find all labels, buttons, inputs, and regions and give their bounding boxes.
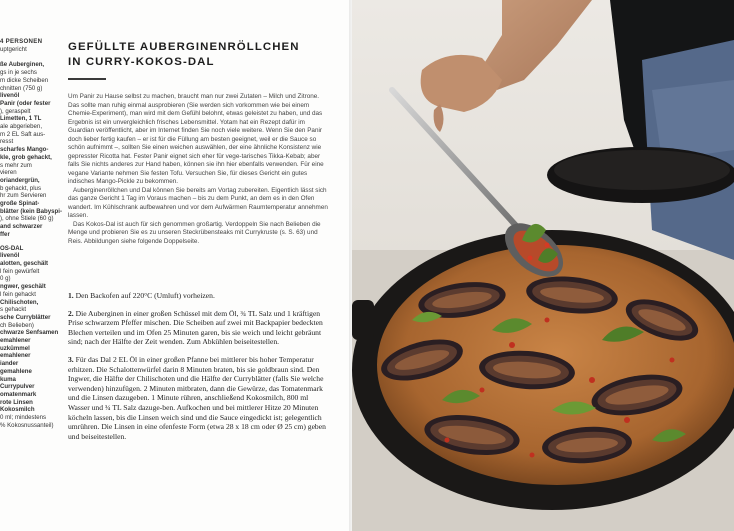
step-number: 3.	[68, 354, 74, 364]
ingredient-line: s gehackt	[0, 306, 27, 314]
ingredient-line: ), ohne Stiele (60 g)	[0, 215, 54, 223]
intro-paragraph: Das Kokos-Dal ist auch für sich genommen großartig. Verdoppeln Sie nach Belieben die Menge und probieren Sie es zu unseren Steckrübensteaks mit Currykruste (s. S. 63) und Reis. Abbildungen siehe folgende Doppelseite.	[68, 220, 321, 245]
ingredient-line: ngwer, geschält	[0, 283, 46, 291]
ingredient-line: scharfes Mango-	[0, 146, 49, 154]
ingredient-line: rote Linsen	[0, 398, 33, 406]
step-1	[68, 291, 330, 301]
ingredient-line: blätter (kein Babyspi-	[0, 207, 62, 215]
ingredient-line: emahlener	[0, 337, 31, 345]
ingredient-line: livenöl	[0, 252, 20, 260]
ingredient-line: 0 g)	[0, 275, 11, 283]
ingredient-line: ffer	[0, 230, 10, 238]
ingredient-line: l fein gehackt	[0, 290, 36, 298]
ingredient-line: and schwarzer	[0, 223, 43, 231]
ingredient-line: omatenmark	[0, 390, 37, 398]
ingredient-line: b gehackt, plus	[0, 184, 41, 192]
intro-text	[68, 93, 330, 246]
ingredient-line: chnitten (750 g)	[0, 84, 43, 92]
ingredient-line: ch Belieben)	[0, 321, 34, 329]
ingredient-line: Kokosmilch	[0, 406, 35, 414]
ingredient-line: 4 PERSONEN	[0, 38, 43, 45]
ingredient-line: Limetten, 1 TL	[0, 115, 42, 123]
ingredient-line: gemahlene	[0, 367, 32, 375]
title-divider	[68, 78, 106, 80]
ingredient-line: kuma	[0, 375, 16, 383]
title-line-1: GEFÜLLTE AUBERGINENRÖLLCHEN	[68, 41, 300, 53]
ingredient-line: große Spinat-	[0, 200, 40, 208]
intro-paragraph: Um Panir zu Hause selbst zu machen, braucht man nur zwei Zutaten – Milch und Zitrone. Das sollte man ruhig einmal ausprobieren (Sie werden sich vorkommen wie bei einem Chemie-Experiment), man wird mit dem Gefühl belohnt, etwas geleistet zu haben, und das Ergebnis ist ein unvergleichlich frisches Lebensmittel. Yotam hat ein Rezept dafür im Guardian veröffentlicht, aber im Internet finden Sie noch viele weitere. Wenn Sie den Panir doch lieber fertig kaufen – er ist für die Füllung am besten geeignet, weil er die Sauce so schön aufnimmt –, sollten Sie einen weichen auswählen, der eine ähnliche Konsistenz wie gepresster Ricotta hat. Fester Panir eignet sich eher für vege-tarisches Tikka-Kebab; aber falls Sie nichts anderes zur Hand haben, können sie ihn hier ebenfalls verwenden. Für eine vegane Variante nehmen Sie festen Tofu. Versuchen Sie, für dieses Gericht ein gutes indisches Mango-Pickle zu bekommen.	[68, 93, 324, 185]
ingredient-line: livenöl	[0, 92, 20, 100]
ingredient-line: gs in je sechs	[0, 69, 37, 77]
ingredient-line: hr zum Servieren	[0, 192, 47, 200]
ingredient-line: ), geraspelt	[0, 107, 31, 115]
ingredient-line: vieren	[0, 169, 17, 177]
step-3	[68, 355, 330, 441]
ingredient-line: ße Auberginen,	[0, 61, 45, 69]
step-text: Den Backofen auf 220°C (Umluft) vorheizen.	[75, 291, 215, 300]
step-text: Für das Dal 2 EL Öl in einer großen Pfanne bei mittlerer bis hoher Temperatur erhitzen. Die Schalottenwürfel darin 8 Minuten braten, bis sie goldbraun sind. Den Ingwer, die Hälfte der Chilischoten und die Hälfte der Curryblätter (falls Sie welche verwenden) hinzufügen. 2 Minuten mitbraten, dann die Gewürze, das Tomatenmark und die Linsen dazugeben. 1 Minute rühren, anschließend Kokosmilch, 800 ml Wasser und ¾ TL Salz dazuge-ben. Aufkochen und bei mittlerer Hitze 20 Minuten köcheln lassen, bis die Linsen weich sind und die Sauce eingedickt ist; gelegentlich umrühren. Die Linsen in eine ofenfeste Form (etwa 28 x 18 cm oder Ø 25 cm) geben und beiseitestellen.	[68, 354, 326, 441]
ingredient-line: l fein gewürfelt	[0, 267, 40, 275]
ingredient-line: chwarze Senfsamen	[0, 329, 59, 337]
ingredient-line: sche Curryblätter	[0, 313, 51, 321]
recipe-page	[0, 0, 352, 531]
ingredient-line: m 2 EL Saft aus-	[0, 130, 46, 138]
ingredient-line: m dicke Scheiben	[0, 76, 49, 84]
ingredient-line: emahlener	[0, 352, 31, 360]
ingredient-list	[0, 38, 62, 429]
dish-photo	[352, 0, 734, 531]
recipe-title	[68, 40, 300, 70]
ingredient-line: Currypulver	[0, 383, 35, 391]
step-2	[68, 309, 330, 347]
ingredient-line: % Kokosnussanteil)	[0, 421, 54, 429]
method-steps	[68, 291, 330, 449]
step-number: 1.	[68, 291, 74, 300]
ingredient-line: alotten, geschält	[0, 259, 49, 267]
pan-handle	[352, 300, 374, 340]
ingredient-line: kle, grob gehackt,	[0, 153, 52, 161]
title-line-2: IN CURRY-KOKOS-DAL	[68, 56, 215, 68]
ingredient-line: ale abgerieben,	[0, 123, 43, 131]
step-text: Die Auberginen in einer großen Schüssel mit dem Öl, ¾ TL Salz und 1 kräftigen Prise schwarzem Pfeffer mischen. Die Scheiben auf zwei mit Backpapier bedeckten Blechen verteilen und im Ofen 25 Minuten garen, bis sie weich und leicht gebräunt sind; nach der Hälfte der Zeit wenden. Zum Abkühlen beiseitestellen.	[68, 308, 323, 347]
step-number: 2.	[68, 308, 74, 318]
ingredient-line: 0 ml; mindestens	[0, 414, 47, 422]
ingredient-line: iander	[0, 360, 19, 368]
ingredient-line: oriandergrün,	[0, 176, 40, 184]
intro-paragraph: Auberginenröllchen und Dal können Sie bereits am Vortag zubereiten. Eigentlich lässt sich das ganze Gericht 1 Tag im Voraus machen – bis zu dem Punkt, an dem es in den Ofen wandert. Im Kühlschrank aufbewahren und vor dem Aufwärmen Raumtemperatur annehmen lassen.	[68, 186, 328, 219]
ingredient-line: resst	[0, 138, 14, 146]
ingredient-line: uptgericht	[0, 45, 27, 53]
ingredient-line: Panir (oder fester	[0, 99, 51, 107]
ingredient-line: uzkümmel	[0, 344, 30, 352]
ingredient-line: OS-DAL	[0, 244, 24, 252]
ingredient-line: Chilischoten,	[0, 298, 39, 306]
ingredient-line: s mehr zum	[0, 161, 32, 169]
